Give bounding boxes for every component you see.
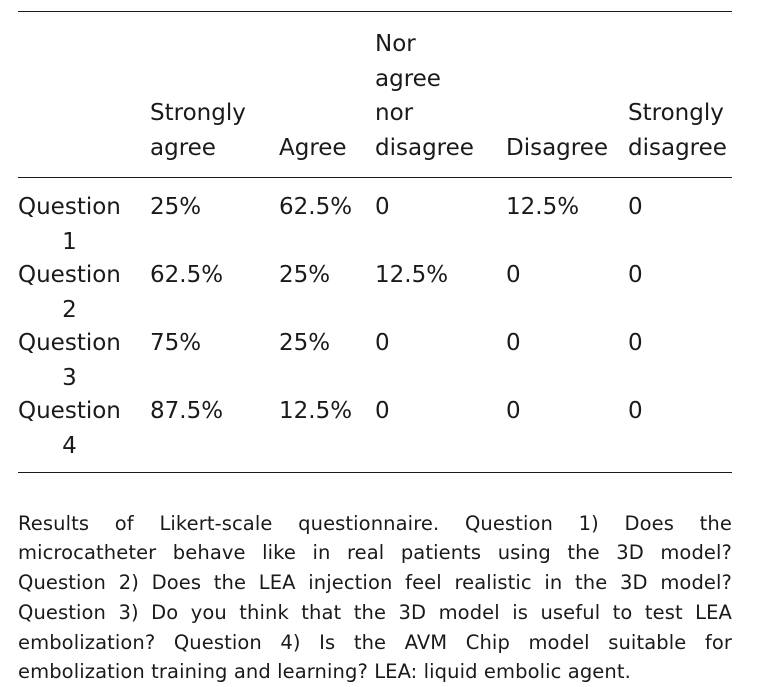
cell-agree: 62.5% xyxy=(279,190,352,225)
row-label: Question 3 xyxy=(18,326,121,395)
cell-strongly-disagree: 0 xyxy=(628,258,643,293)
header-neutral: Nor agree nor disagree xyxy=(375,27,474,165)
cell-neutral: 0 xyxy=(375,394,390,429)
header-strongly-disagree: Strongly disagree xyxy=(628,96,727,165)
cell-agree: 25% xyxy=(279,326,330,361)
table-top-rule xyxy=(18,11,732,12)
cell-strongly-disagree: 0 xyxy=(628,394,643,429)
cell-agree: 12.5% xyxy=(279,394,352,429)
cell-disagree: 0 xyxy=(506,394,521,429)
row-label: Question 2 xyxy=(18,258,121,327)
table-header-rule xyxy=(18,177,732,178)
table-bottom-rule xyxy=(18,472,732,473)
cell-disagree: 0 xyxy=(506,258,521,293)
cell-strongly-agree: 87.5% xyxy=(150,394,223,429)
cell-disagree: 12.5% xyxy=(506,190,579,225)
cell-neutral: 0 xyxy=(375,190,390,225)
cell-agree: 25% xyxy=(279,258,330,293)
cell-strongly-agree: 25% xyxy=(150,190,201,225)
cell-strongly-disagree: 0 xyxy=(628,326,643,361)
cell-strongly-disagree: 0 xyxy=(628,190,643,225)
header-disagree: Disagree xyxy=(506,131,608,166)
row-label: Question 4 xyxy=(18,394,121,463)
cell-strongly-agree: 62.5% xyxy=(150,258,223,293)
cell-neutral: 12.5% xyxy=(375,258,448,293)
table-caption: Results of Likert-scale questionnaire. Question 1) Does the microcatheter behave like in real patients using the 3D model? Question 2) Does the LEA injection feel realistic in the 3D model? Question 3) Do you think that the 3D model is useful to test LEA embolization? Question 4) Is the AVM Chip model suitable for embolization training and learning? LEA: liquid embolic agent. xyxy=(18,509,732,687)
cell-strongly-agree: 75% xyxy=(150,326,201,361)
row-label: Question 1 xyxy=(18,190,121,259)
header-agree: Agree xyxy=(279,131,347,166)
cell-neutral: 0 xyxy=(375,326,390,361)
cell-disagree: 0 xyxy=(506,326,521,361)
header-strongly-agree: Strongly agree xyxy=(150,96,246,165)
